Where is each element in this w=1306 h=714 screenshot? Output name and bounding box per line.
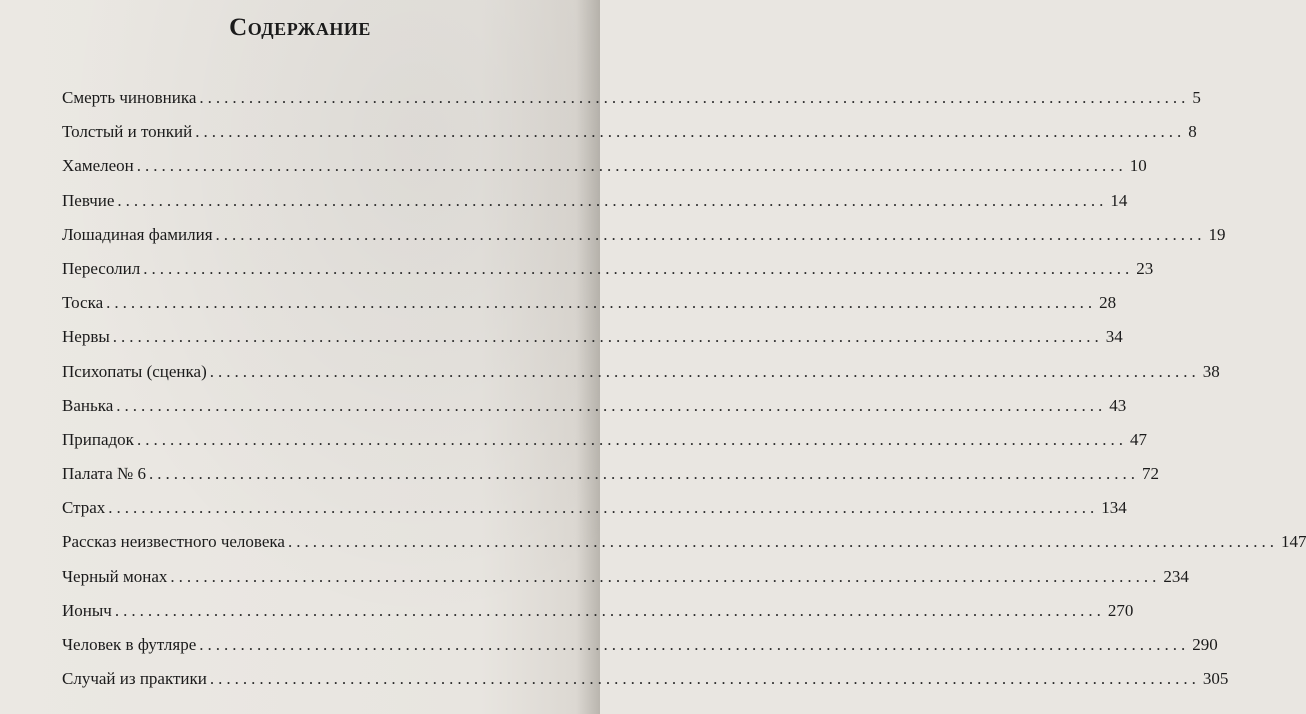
toc-entry xyxy=(62,395,1127,430)
toc-entry-page: 72 xyxy=(1141,464,1159,484)
toc-leader-dots: ........................................................................................................................ xyxy=(112,327,1103,347)
toc-entry-page: 134 xyxy=(1101,498,1127,518)
toc-entry xyxy=(62,88,1201,122)
toc-entry-title: Хамелеон xyxy=(62,156,134,176)
toc-entry-title: Лошадиная фамилия xyxy=(62,224,213,244)
toc-entry xyxy=(62,293,1117,327)
toc-leader-dots: ........................................................................................................................ xyxy=(114,600,1105,620)
table-of-contents xyxy=(62,88,1306,703)
toc-entry-title: Тоска xyxy=(62,293,104,313)
toc-leader-dots: ........................................................................................................................ xyxy=(136,429,1127,449)
toc-entry xyxy=(62,464,1159,498)
toc-entry xyxy=(62,156,1147,190)
toc-entry-title: Смерть чиновника xyxy=(62,88,197,107)
toc-entry-title: Припадок xyxy=(62,429,134,449)
toc-entry-title: Рассказ неизвестного человека xyxy=(62,532,285,552)
toc-leader-dots: ........................................................................................................................ xyxy=(199,88,1190,107)
toc-leader-dots: ........................................................................................................................ xyxy=(117,190,1108,210)
toc-entry-page: 8 xyxy=(1188,122,1197,142)
toc-entry-page: 23 xyxy=(1136,258,1154,278)
toc-leader-dots: ........................................................................................................................ xyxy=(106,293,1097,313)
toc-leader-dots: ........................................................................................................................ xyxy=(195,122,1186,142)
toc-leader-dots: ........................................................................................................................ xyxy=(215,224,1206,244)
toc-entry xyxy=(62,600,1134,635)
toc-entry xyxy=(62,122,1197,156)
toc-entry-page: 234 xyxy=(1163,566,1189,586)
toc-entry-page: 305 xyxy=(1202,669,1229,689)
toc-leader-dots: ........................................................................................................................ xyxy=(148,464,1139,484)
toc-entry-page: 38 xyxy=(1202,361,1220,381)
toc-entry xyxy=(62,429,1147,464)
toc-entry xyxy=(62,498,1127,532)
toc-entry xyxy=(62,669,1229,703)
toc-entry-title: Толстый и тонкий xyxy=(62,122,193,142)
toc-leader-dots: ........................................................................................................................ xyxy=(199,635,1190,654)
toc-entry xyxy=(62,190,1128,225)
toc-entry xyxy=(62,258,1154,293)
toc-entry xyxy=(62,532,1306,566)
toc-leader-dots: ........................................................................................................................ xyxy=(170,566,1161,586)
toc-entry-title: Нервы xyxy=(62,327,110,347)
toc-entry-page: 147 xyxy=(1280,532,1306,552)
toc-entry-title: Пересолил xyxy=(62,258,141,278)
toc-entry-page: 270 xyxy=(1107,600,1134,620)
toc-leader-dots: ........................................................................................................................ xyxy=(136,156,1127,176)
toc-entry-title: Человек в футляре xyxy=(62,635,197,654)
toc-entry xyxy=(62,327,1123,361)
toc-entry-title: Ионыч xyxy=(62,600,112,620)
toc-entry-page: 19 xyxy=(1208,224,1226,244)
toc-leader-dots: ........................................................................................................................ xyxy=(209,361,1200,381)
toc-entry-title: Страх xyxy=(62,498,106,518)
toc-entry-title: Ванька xyxy=(62,395,114,415)
toc-entry-page: 10 xyxy=(1129,156,1147,176)
toc-entry xyxy=(62,635,1218,669)
toc-entry-title: Психопаты (сценка) xyxy=(62,361,207,381)
toc-leader-dots: ........................................................................................................................ xyxy=(287,532,1278,552)
toc-entry-page: 28 xyxy=(1099,293,1117,313)
toc-leader-dots: ........................................................................................................................ xyxy=(209,669,1200,689)
toc-leader-dots: ........................................................................................................................ xyxy=(108,498,1099,518)
toc-entry-page: 290 xyxy=(1192,635,1218,654)
toc-entry xyxy=(62,224,1226,259)
toc-leader-dots: ........................................................................................................................ xyxy=(116,395,1107,415)
toc-entry-title: Палата № 6 xyxy=(62,464,146,484)
toc-entry-title: Певчие xyxy=(62,190,115,210)
toc-entry-page: 14 xyxy=(1110,190,1128,210)
toc-leader-dots: ........................................................................................................................ xyxy=(143,258,1134,278)
toc-entry-title: Случай из практики xyxy=(62,669,207,689)
toc-entry-page: 34 xyxy=(1105,327,1123,347)
toc-entry xyxy=(62,566,1189,601)
toc-entry-page: 5 xyxy=(1192,88,1201,107)
toc-entry-title: Черный монах xyxy=(62,566,168,586)
page-title: Содержание xyxy=(229,14,371,41)
toc-entry xyxy=(62,361,1220,396)
toc-entry-page: 43 xyxy=(1109,395,1127,415)
toc-entry-page: 47 xyxy=(1129,429,1147,449)
